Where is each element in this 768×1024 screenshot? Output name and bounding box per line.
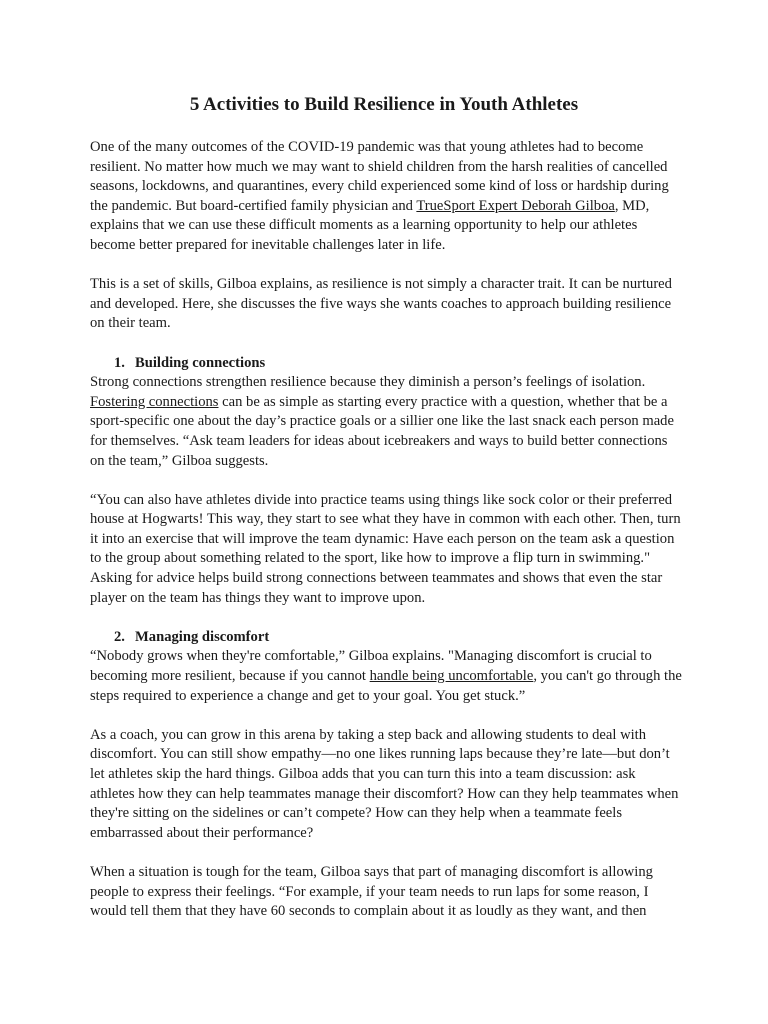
discomfort-paragraph-1 [90,647,682,706]
section-number: 2. [114,628,125,645]
document-body [90,138,682,941]
discomfort-text-start: “Nobody grows when they're comfortable,” Gilboa explains. "Managing discomfort is crucial to becoming more resilient, because if you cannot [90,648,652,685]
connections-paragraph-1 [90,373,682,471]
discomfort-paragraph-2: As a coach, you can grow in this arena by taking a step back and allowing students to deal with discomfort. You can still show empathy—no one likes running laps because they’re late—but don’t let athletes skip the hard things. Gilboa adds that you can turn this into a team discussion: ask athletes how they can help teammates manage their discomfort? How can they help teammates when they're sitting on the sidelines or can’t compete? How can they help when a teammate feels embarrassed about their performance? [90,726,679,841]
section-heading-managing-discomfort [90,628,682,648]
section-heading-building-connections [90,354,682,374]
section-number: 1. [114,354,125,371]
discomfort-paragraph-3: When a situation is tough for the team, Gilboa says that part of managing discomfort is allowing people to express their feelings. “For example, if your team needs to run laps for some reason, I would tell them that they have 60 seconds to complain about it as loudly as they want, and then [90,863,653,920]
fostering-connections-link[interactable]: Fostering connections [90,393,219,410]
discomfort-text-end: , you can't go through the steps required to experience a change and get to your goal. You get stuck.” [90,668,682,704]
connections-paragraph-2: “You can also have athletes divide into practice teams using things like sock color or their preferred house at Hogwarts! This way, they start to see what they have in common with each other. Then, turn it into an exercise that will improve the team dynamic: Have each person on the team ask a question to the group about something related to the sport, like how to improve a flip turn in swimming." Asking for advice helps build strong connections between teammates and shows that even the star player on the team has things they want to improve upon. [90,491,681,606]
skills-paragraph: This is a set of skills, Gilboa explains, as resilience is not simply a character trait. It can be nurtured and developed. Here, she discusses the five ways she wants coaches to approach building resilience on their team. [90,276,672,332]
section-heading-label: Building connections [135,354,266,371]
intro-text-end: , MD, explains that we can use these difficult moments as a learning opportunity to help our athletes become better prepared for inevitable challenges later in life. [90,197,650,253]
intro-paragraph [90,138,682,256]
handle-uncomfortable-link[interactable]: handle being uncomfortable [369,668,534,685]
connections-text-start: Strong connections strengthen resilience because they diminish a person’s feelings of isolation. [90,374,646,391]
intro-text-start: One of the many outcomes of the COVID-19 pandemic was that young athletes had to become resilient. No matter how much we may want to shield children from the harsh realities of cancelled seasons, lockdowns, and quarantines, every child experienced some kind of loss or hardship during the pandemic. But board-certified family physician and [90,139,669,214]
section-heading-label: Managing discomfort [135,628,270,645]
document-title: 5 Activities to Build Resilience in Youth Athletes [189,94,579,115]
connections-text-end: can be as simple as starting every practice with a question, whether that be a sport-specific one about the day’s practice goals or a sillier one like the last snack each person made for themselves. “Ask team leaders for ideas about icebreakers and ways to build better connections on the team,” Gilboa suggests. [90,393,674,469]
truesport-expert-link[interactable]: TrueSport Expert Deborah Gilboa [416,197,615,214]
